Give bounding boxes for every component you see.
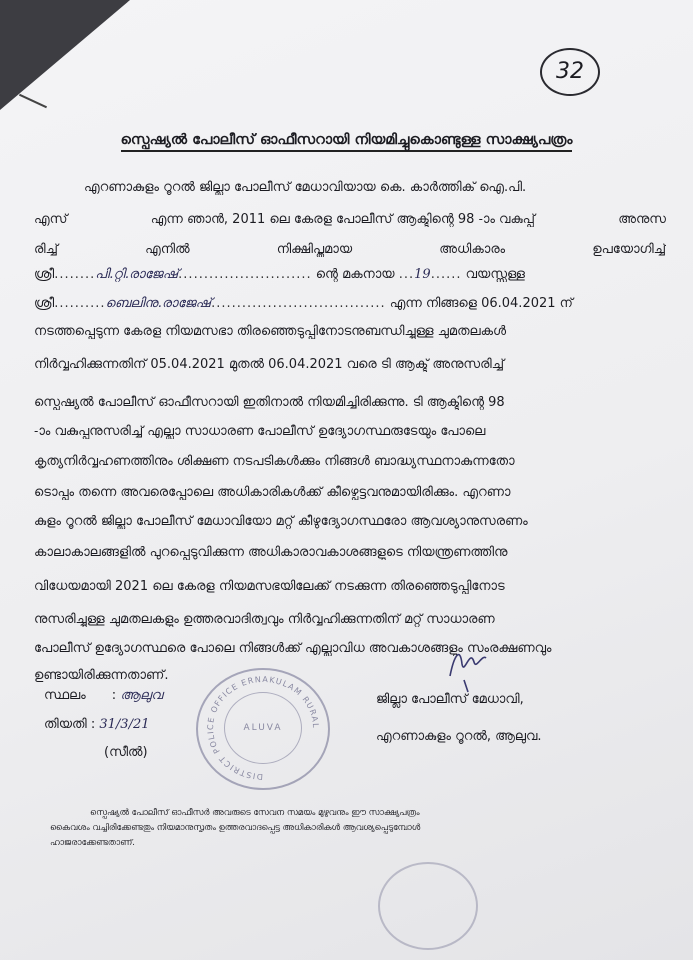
- text: ഉപയോഗിച്ച്: [592, 242, 666, 257]
- father-name-handwritten: പി.റ്റി.രാജേഷ്: [95, 267, 179, 282]
- signature: [440, 636, 500, 696]
- official-seal: [196, 668, 330, 790]
- text: ശ്രീ: [34, 296, 55, 311]
- place-label: സ്ഥലം: [44, 688, 86, 703]
- text: ശ്രീ: [34, 267, 55, 282]
- text: രിച്ച്: [34, 242, 58, 257]
- body-line-2: [34, 212, 666, 227]
- body-line-8: സ്പെഷ്യൽ പോലീസ് ഓഫീസറായി ഇതിനാൽ നിയമിച്ചിരിക്കുന്നു. ടി ആക്ടിന്റെ 98: [34, 395, 505, 410]
- faint-seal: [378, 862, 478, 950]
- text: അധികാരം: [439, 242, 506, 257]
- body-line-5: ശ്രീ..........ബെലിനു.രാജേഷ്.................................. എന്ന നിങ്ങളെ 06.04.2021 ന്: [34, 296, 573, 311]
- note-line-3: ഹാജരാക്കേണ്ടതാണ്.: [50, 838, 135, 848]
- place-handwritten: ആലുവ: [120, 688, 163, 703]
- officer-title: ജില്ലാ പോലീസ് മേധാവി,: [376, 692, 524, 707]
- text: എന്ന ഞാൻ, 2011 ലെ കേരള പോലീസ് ആക്ടിന്റെ 98 -ാം വകുപ്പ്: [150, 212, 535, 227]
- date-label: തിയതി: [44, 717, 87, 732]
- body-line-16: പോലീസ് ഉദ്യോഗസ്ഥരെ പോലെ നിങ്ങൾക്ക് എല്ലാവിധ അവകാശങ്ങളും സംരക്ഷണവും: [34, 641, 552, 656]
- place-row: സ്ഥലം : ആലുവ: [44, 688, 163, 703]
- seal-ring-text: DISTRICT POLICE OFFICE ERNAKULAM RURAL: [205, 674, 321, 782]
- page-number: 32: [540, 48, 600, 96]
- body-line-1: എറണാകുളം റൂറൽ ജില്ലാ പോലീസ് മേധാവിയായ കെ. കാർത്തിക് ഐ.പി.: [84, 180, 527, 195]
- body-line-4: ശ്രീ........പി.റ്റി.രാജേഷ്.......................... ന്റെ മകനായ ...19...... വയസ്സുള്ള: [34, 267, 525, 282]
- age-handwritten: 19: [414, 267, 431, 282]
- seal-center: ALUVA: [224, 692, 302, 764]
- text: എന്ന നിങ്ങളെ 06.04.2021 ന്: [389, 296, 573, 311]
- body-line-10: കൃത്യനിർവ്വഹണത്തിനും ശിക്ഷണ നടപടികൾക്കും നിങ്ങൾ ബാദ്ധ്യസ്ഥനാകുന്നതോ: [34, 454, 515, 469]
- date-handwritten: 31/3/21: [99, 717, 150, 732]
- text: അനുസ: [618, 212, 666, 227]
- text: വയസ്സുള്ള: [465, 267, 525, 282]
- note-line-2: കൈവശം വച്ചിരിക്കേണ്ടതും നിയമാനുസൃതം ഉത്തരവാദപ്പെട്ട അധികാരികൾ ആവശ്യപ്പെടുമ്പോൾ: [50, 823, 421, 833]
- appointee-name-handwritten: ബെലിനു.രാജേഷ്: [105, 296, 212, 311]
- body-line-17: ഉണ്ടായിരിക്കുന്നതാണ്.: [34, 668, 169, 683]
- body-line-3: [34, 242, 666, 257]
- body-line-11: ടൊപ്പം തന്നെ അവരെപ്പോലെ അധികാരികൾക്ക് കീഴ്പ്പെട്ടവനുമായിരിക്കും. എറണാ: [34, 485, 511, 500]
- body-line-15: നുസരിച്ചുള്ള ചുമതലകളും ഉത്തരവാദിത്വവും നിർവ്വഹിക്കുന്നതിന് മറ്റ് സാധാരണ: [34, 612, 495, 627]
- body-line-6: നടത്തപ്പെടുന്ന കേരള നിയമസഭാ തിരഞ്ഞെടുപ്പിനോടനുബന്ധിച്ചുള്ള ചുമതലകൾ: [34, 324, 507, 339]
- body-line-13: കാലാകാലങ്ങളിൽ പുറപ്പെടുവിക്കുന്ന അധികാരാവകാശങ്ങളുടെ നിയന്ത്രണത്തിനു: [34, 545, 508, 560]
- note-line-1: സ്പെഷ്യൽ പോലീസ് ഓഫീസർ അവരുടെ സേവന സമയം മുഴുവനും ഈ സാക്ഷ്യപത്രം: [90, 808, 420, 818]
- body-line-12: കുളം റൂറൽ ജില്ലാ പോലീസ് മേധാവിയോ മറ്റ് കീഴുദ്യോഗസ്ഥരോ ആവശ്യാനുസരണം: [34, 514, 528, 529]
- text: നിക്ഷിപ്തമായ: [276, 242, 353, 257]
- text: എനിൽ: [145, 242, 190, 257]
- officer-office: എറണാകുളം റൂറൽ, ആലുവ.: [376, 729, 542, 744]
- title-text: സ്പെഷ്യൽ പോലീസ് ഓഫീസറായി നിയമിച്ചുകൊണ്ടുള്ള സാക്ഷ്യപത്രം: [121, 132, 573, 152]
- date-row: തിയതി : 31/3/21: [44, 717, 150, 732]
- body-line-7: നിർവ്വഹിക്കുന്നതിന് 05.04.2021 മുതൽ 06.04.2021 വരെ ടി ആക്ട് അനുസരിച്ച്: [34, 357, 504, 372]
- text: ന്റെ മകനായ: [315, 267, 395, 282]
- document-title: [0, 132, 693, 148]
- body-line-14: വിധേയമായി 2021 ലെ കേരള നിയമസഭയിലേക്ക് നടക്കുന്ന തിരഞ്ഞെടുപ്പിനോട: [34, 579, 505, 594]
- seal-label: (സീൽ): [104, 745, 148, 760]
- body-line-9: -ാം വകുപ്പനുസരിച്ച് എല്ലാ സാധാരണ പോലീസ് ഉദ്യോഗസ്ഥരുടേയും പോലെ: [34, 424, 486, 439]
- text: എസ്: [34, 212, 68, 227]
